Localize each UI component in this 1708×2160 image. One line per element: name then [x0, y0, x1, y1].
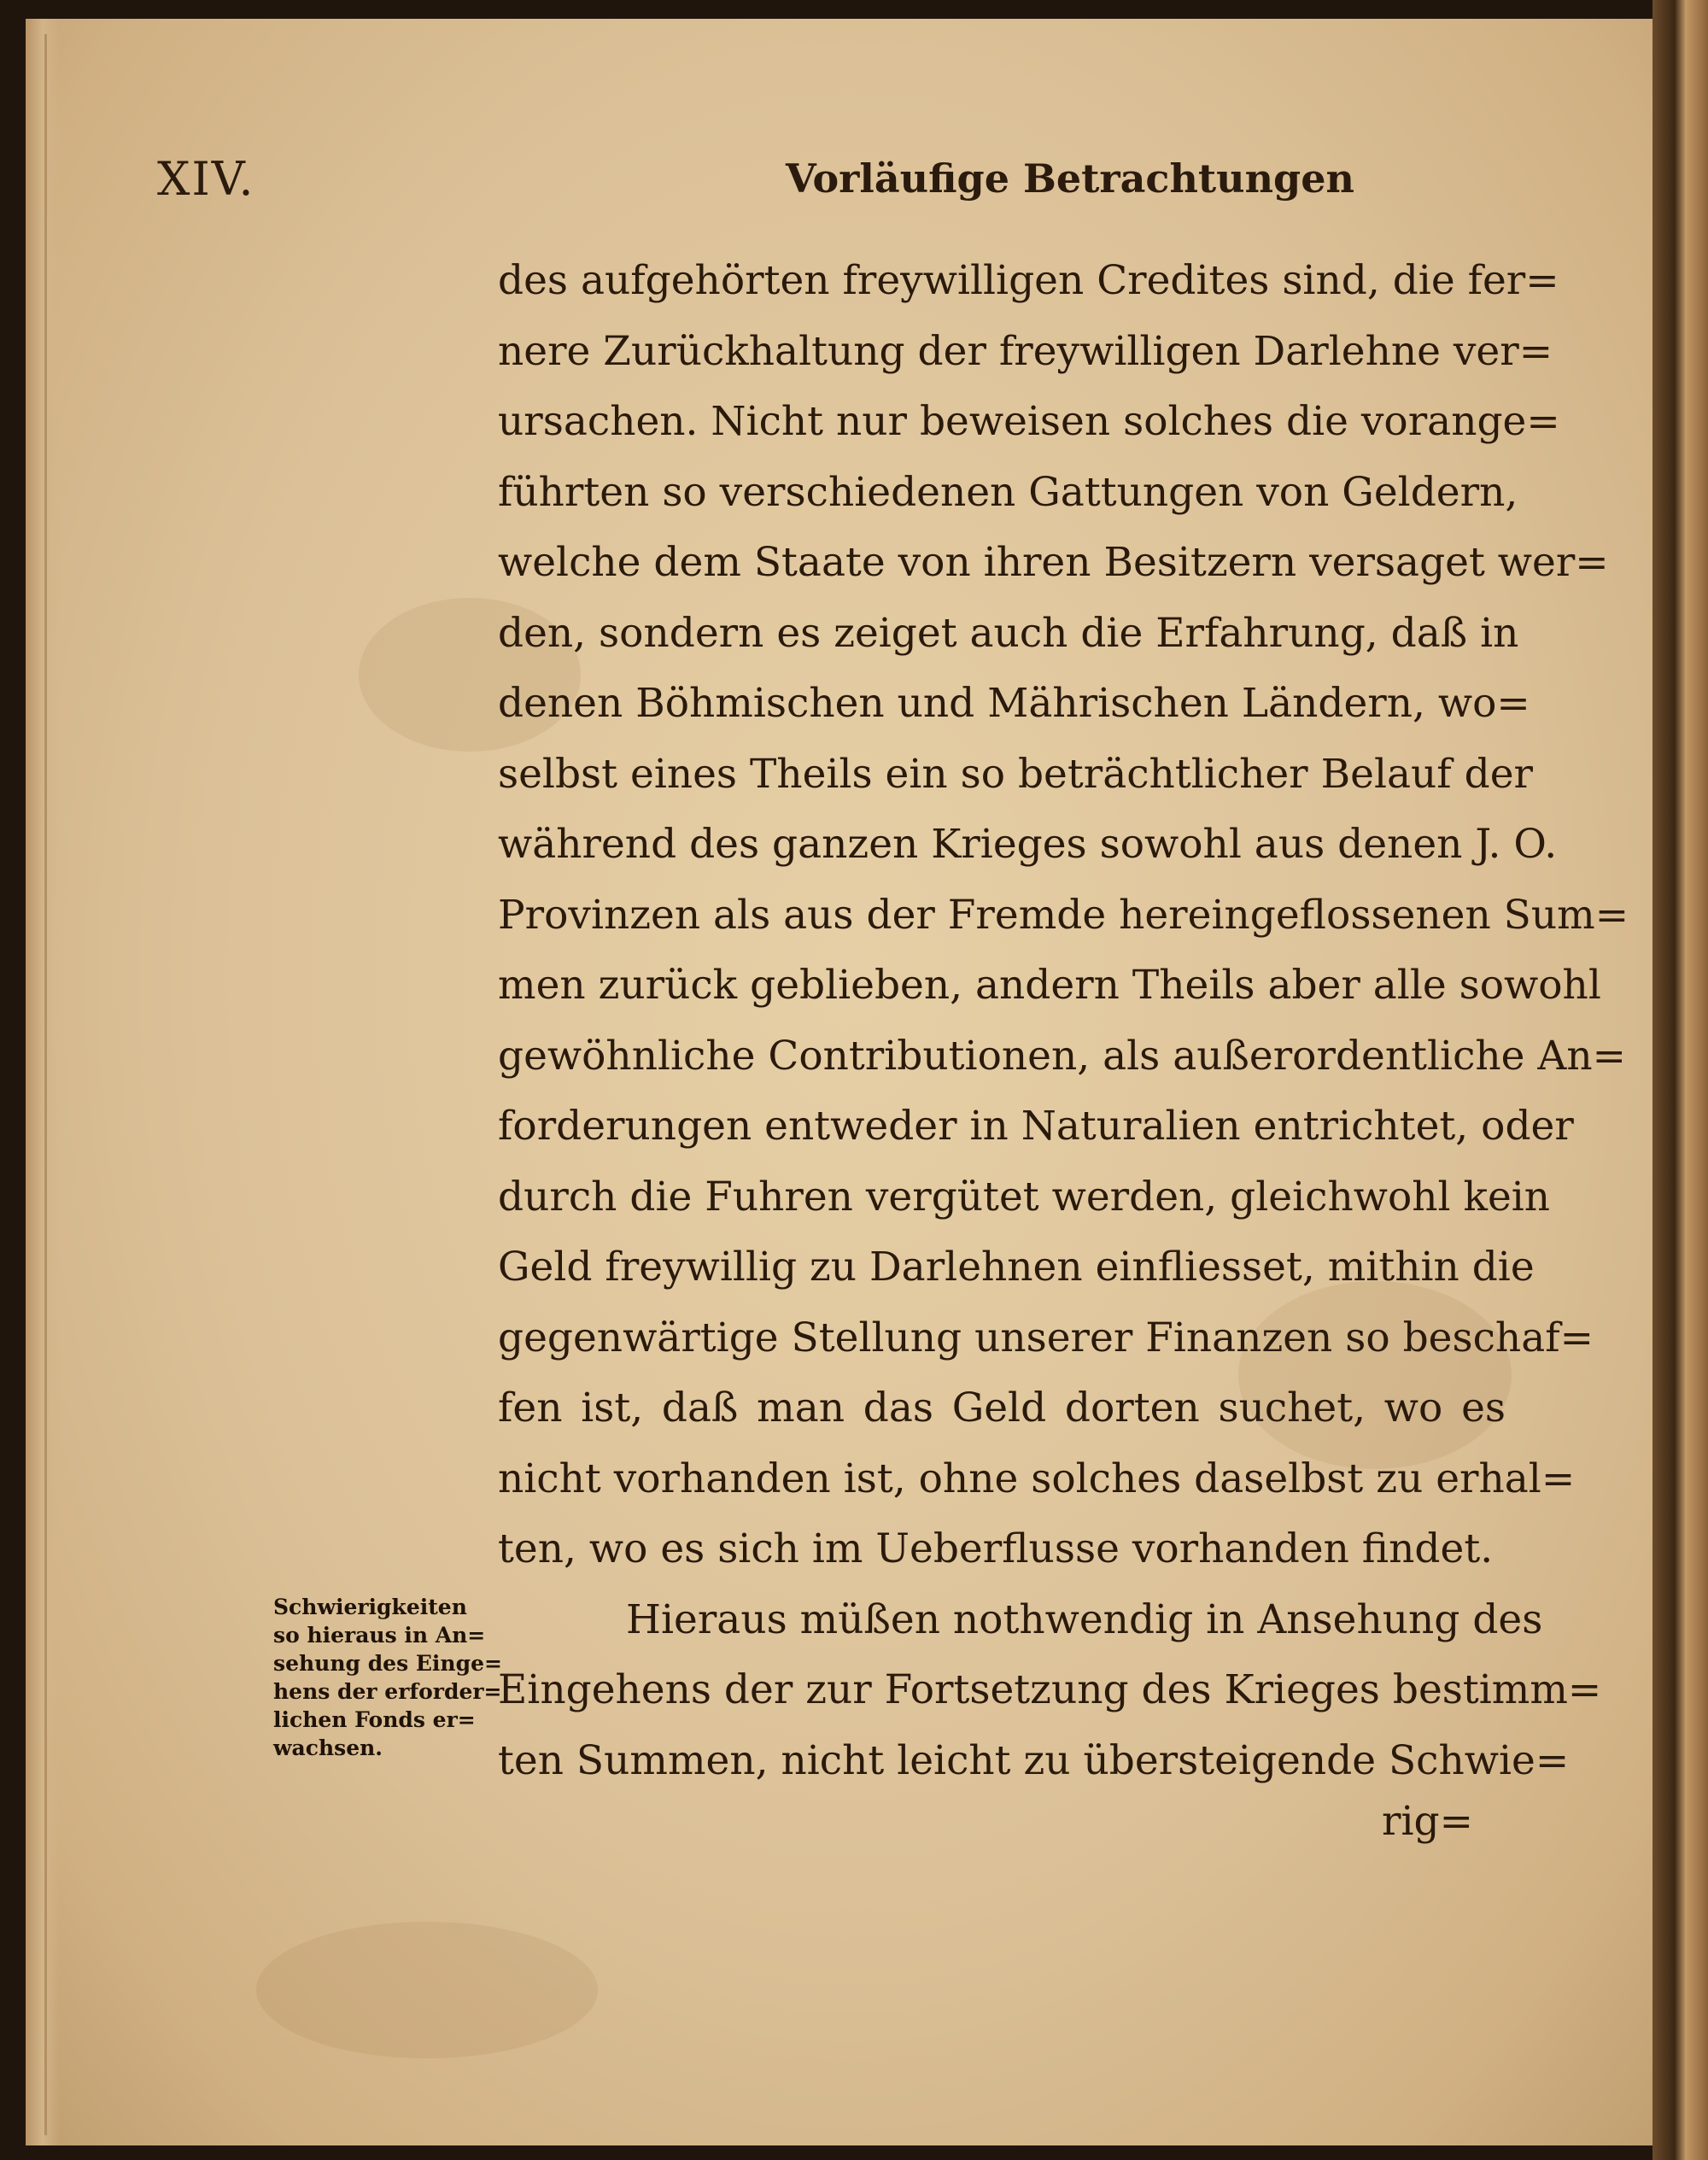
marginal-note [273, 1593, 517, 1762]
body-text [498, 246, 1629, 1796]
text-line: fen ist, daß man das Geld dorten suchet, wo es [498, 1384, 1506, 1431]
text-line: Eingehens der zur Fortsetzung des Krieges bestimm= [498, 1666, 1602, 1713]
text-line: selbst eines Theils ein so beträchtlicher Belauf der [498, 750, 1533, 798]
text-line: denen Böhmischen und Mährischen Ländern, wo= [498, 680, 1530, 727]
catchword: rig= [1382, 1798, 1473, 1845]
marginal-line: wachsen. [273, 1736, 383, 1760]
text-line: forderungen entweder in Naturalien entrichtet, oder [498, 1103, 1574, 1150]
marginal-line: hens der erforder= [273, 1679, 502, 1704]
marginal-line: so hieraus in An= [273, 1623, 486, 1648]
page-header [0, 152, 1708, 220]
text-line: den, sondern es zeiget auch die Erfahrung, daß in [498, 609, 1519, 657]
text-line-paragraph-start: Hieraus müßen nothwendig in Ansehung des [626, 1595, 1543, 1643]
text-line: des aufgehörten freywilligen Credites sind, die fer= [498, 257, 1559, 304]
marginal-line: Schwierigkeiten [273, 1595, 467, 1619]
book-gutter [1652, 0, 1708, 2160]
marginal-line: sehung des Einge= [273, 1651, 502, 1676]
text-line: nere Zurückhaltung der freywilligen Darlehne ver= [498, 327, 1553, 375]
page-edge [26, 19, 60, 2145]
folio-number: XIV. [157, 152, 255, 206]
text-line: ten, wo es sich im Ueberflusse vorhanden findet. [498, 1525, 1494, 1572]
text-line: durch die Fuhren vergütet werden, gleichwohl kein [498, 1173, 1551, 1220]
text-line: nicht vorhanden ist, ohne solches daselbst zu erhal= [498, 1455, 1576, 1502]
page-edge-line [44, 34, 47, 2135]
text-line: Provinzen als aus der Fremde hereingeflossenen Sum= [498, 891, 1629, 939]
text-line: führten so verschiedenen Gattungen von Geldern, [498, 468, 1518, 516]
text-line: ten Summen, nicht leicht zu übersteigende Schwie= [498, 1736, 1570, 1784]
text-line: welche dem Staate von ihren Besitzern versaget wer= [498, 539, 1609, 586]
text-line: gewöhnliche Contributionen, als außerordentliche An= [498, 1032, 1627, 1080]
text-line: gegenwärtige Stellung unserer Finanzen so beschaf= [498, 1314, 1594, 1361]
marginal-line: lichen Fonds er= [273, 1707, 476, 1732]
text-line: Geld freywillig zu Darlehnen einfliesset, mithin die [498, 1244, 1535, 1291]
text-line: während des ganzen Krieges sowohl aus denen J. O. [498, 821, 1558, 868]
paper-stain [256, 1922, 598, 2058]
text-line: ursachen. Nicht nur beweisen solches die vorange= [498, 398, 1560, 445]
text-line: men zurück geblieben, andern Theils aber alle sowohl [498, 962, 1601, 1009]
running-title: Vorläufige Betrachtungen [786, 155, 1354, 202]
